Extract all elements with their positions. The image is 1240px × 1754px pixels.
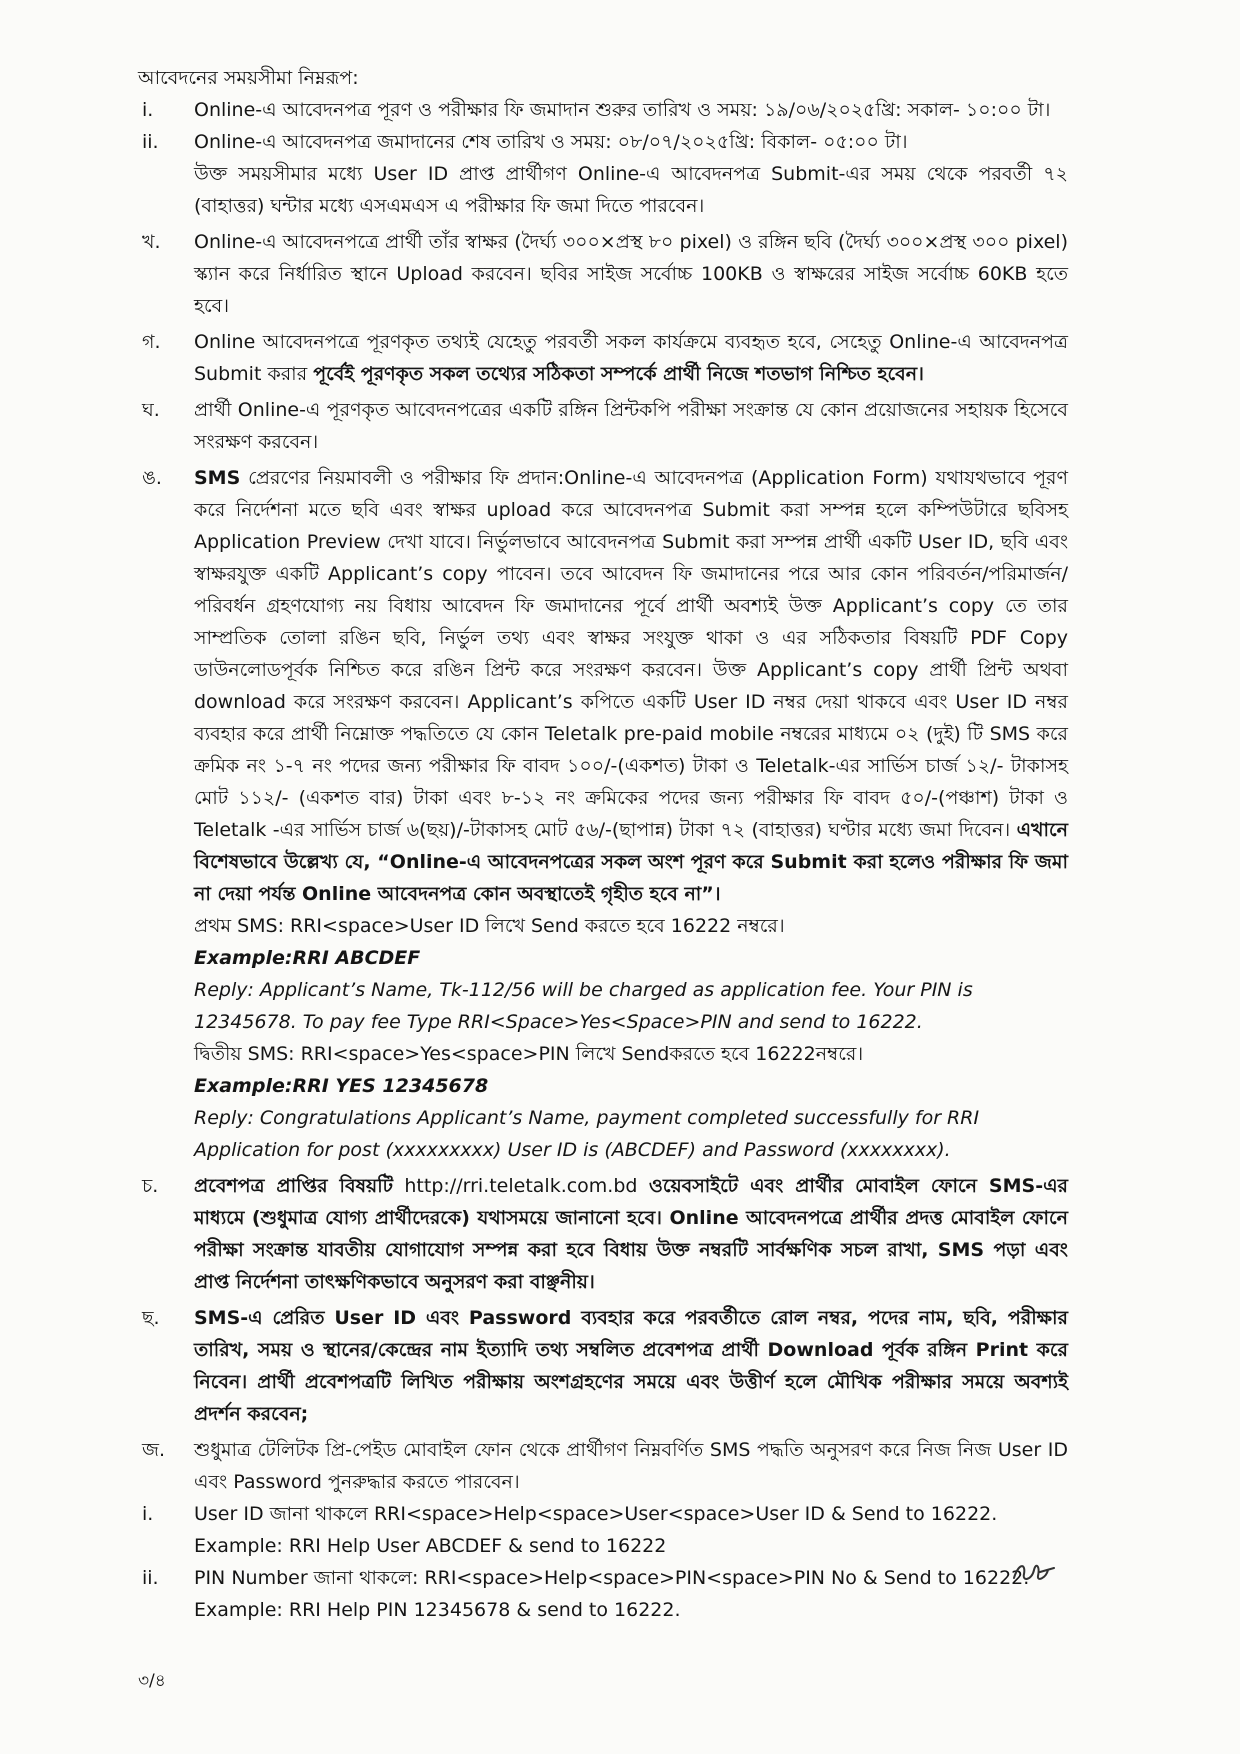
item-kha: [138, 226, 1068, 322]
item-text: Online-এ আবেদনপত্র পূরণ ও পরীক্ষার ফি জমাদান শুরুর তারিখ ও সময়: ১৯/০৬/২০২৫খ্রি: সকাল- ১০:০০ টা।: [194, 99, 1051, 121]
recover-example: Example: RRI Help PIN 12345678 & send to 16222.: [194, 1599, 681, 1621]
item-sms: [138, 462, 1068, 910]
example-2: Example:RRI YES 12345678: [194, 1075, 489, 1097]
item-text-regular: Online আবেদনপত্রে পূরণকৃত তথ্যই যেহেতু পরবর্তী সকল কার্যক্রমে ব্যবহৃত হবে, সেহেতু Online-এ আবেদনপত্র Submit করার: [194, 331, 1068, 385]
item-marker: ii.: [142, 1567, 159, 1589]
page-number: ৩/৪: [138, 1671, 166, 1691]
item-text-bold-head: SMS-এ প্রেরিত User ID এবং Password: [194, 1307, 572, 1329]
first-sms-line: প্রথম SMS: RRI<space>User ID লিখে Send করতে হবে 16222 নম্বরে।: [194, 915, 785, 937]
item-text: উক্ত সময়সীমার মধ্যে User ID প্রাপ্ত প্রার্থীগণ Online-এ আবেদনপত্র Submit-এর সময় থেকে পরবর্তী ৭২ (বাহাত্তর) ঘন্টার মধ্যে এসএমএস এ পরীক্ষার ফি জমা দিতে পারবেন।: [194, 163, 1068, 217]
item-marker: খ.: [142, 231, 161, 253]
recover-pin: [138, 1562, 1068, 1626]
item-ii-note: [138, 158, 1068, 222]
item-i: [138, 94, 1068, 126]
item-marker: ii.: [142, 131, 159, 153]
document-body: [138, 62, 1068, 1626]
item-marker: i.: [142, 1503, 154, 1525]
item-text: [194, 326, 1068, 390]
recover-example: Example: RRI Help User ABCDEF & send to 16222: [194, 1535, 667, 1557]
item-marker: গ.: [142, 331, 161, 353]
reply-2: Reply: Congratulations Applicant’s Name, payment completed successfully for RRI Application for post (xxxxxxxxx) User ID is (ABCDEF) and Password (xxxxxxxx).: [194, 1107, 980, 1161]
reply-1: Reply: Applicant’s Name, Tk-112/56 will be charged as application fee. Your PIN is 12345678. To pay fee Type RRI<Space>Yes<Space>PIN and send to 16222.: [194, 979, 973, 1033]
recover-user-id: [138, 1498, 1068, 1562]
item-text: [194, 1170, 1068, 1298]
sms-bold-note: এখানে বিশেষভাবে উল্লেখ্য যে, “Online-এ আবেদনপত্রের সকল অংশ পূরণ করে Submit করা হলেও পরীক্ষার ফি জমা না দেয়া পর্যন্ত Online আবেদনপত্র কোন অবস্থাতেই গৃহীত হবে না”।: [194, 819, 1068, 905]
item-gha: [138, 394, 1068, 458]
sms-body: প্রেরণের নিয়মাবলী ও পরীক্ষার ফি প্রদান:Online-এ আবেদনপত্র (Application Form) যথাযথভাবে পূরণ করে নির্দেশনা মতে ছবি এবং স্বাক্ষর upload করে আবেদনপত্র Submit করা সম্পন্ন হলে কম্পিউটারে ছবিসহ Application Preview দেখা যাবে। নির্ভুলভাবে আবেদনপত্র Submit করা সম্পন্ন প্রার্থী একটি User ID, ছবি এবং স্বাক্ষরযুক্ত একটি Applicant’s copy পাবেন। তবে আবেদন ফি জমাদানের পরে আর কোন পরিবর্তন/পরিমার্জন/পরিবর্ধন গ্রহণযোগ্য নয় বিধায় আবেদন ফি জমাদানের পূর্বে প্রার্থী অবশ্যই উক্ত Applicant’s copy তে তার সাম্প্রতিক তোলা রঙিন ছবি, নির্ভুল তথ্য এবং স্বাক্ষর সংযুক্ত থাকা ও এর সঠিকতার বিষয়টি PDF Copy ডাউনলোডপূর্বক নিশ্চিত করে রঙিন প্রিন্ট করে সংরক্ষণ করবেন। উক্ত Applicant’s copy প্রার্থী প্রিন্ট অথবা download করে সংরক্ষণ করবেন। Applicant’s কপিতে একটি User ID নম্বর দেয়া থাকবে এবং User ID নম্বর ব্যবহার করে প্রার্থী নিম্নোক্ত পদ্ধতিতে যে কোন Teletalk pre-paid mobile নম্বরের মাধ্যমে ০২ (দুই) টি SMS করে ক্রমিক নং ১-৭ নং পদের জন্য পরীক্ষার ফি বাবদ ১০০/-(একশত) টাকা ও Teletalk-এর সার্ভিস চার্জ ১২/- টাকাসহ মোট ১১২/- (একশত বার) টাকা এবং ৮-১২ নং ক্রমিকের পদের জন্য পরীক্ষার ফি বাবদ ৫০/-(পঞ্চাশ) টাকা ও Teletalk -এর সার্ভিস চার্জ ৬(ছয়)/-টাকাসহ মোট ৫৬/-(ছাপান্ন) টাকা ৭২ (বাহাত্তর) ঘণ্টার মধ্যে জমা দিবেন।: [194, 467, 1068, 841]
example-1: Example:RRI ABCDEF: [194, 947, 421, 969]
recover-instruction: PIN Number জানা থাকলে: RRI<space>Help<space>PIN<space>PIN No & Send to 16222.: [194, 1567, 1030, 1589]
item-marker: জ.: [142, 1439, 166, 1461]
item-marker: ছ.: [142, 1307, 160, 1329]
recover-instruction: User ID জানা থাকলে RRI<space>Help<space>User<space>User ID & Send to 16222.: [194, 1503, 998, 1525]
intro-heading: আবেদনের সময়সীমা নিম্নরূপ:: [138, 67, 359, 89]
item-text-bold-head: প্রবেশপত্র প্রাপ্তির বিষয়টি: [194, 1175, 394, 1197]
sms-lead: SMS: [194, 467, 241, 489]
item-list-1: [138, 94, 1068, 458]
item-chha: [138, 1302, 1068, 1430]
item-text-bold: ওয়েবসাইটে এবং প্রার্থীর মোবাইল ফোনে SMS-এর মাধ্যমে (শুধুমাত্র যোগ্য প্রার্থীদেরকে) যথাসময়ে জানানো হবে। Online আবেদনপত্রে প্রার্থীর প্রদত্ত মোবাইল ফোনে পরীক্ষা সংক্রান্ত যাবতীয় যোগাযোগ সম্পন্ন করা হবে বিধায় উক্ত নম্বরটি সার্বক্ষণিক সচল রাখা, SMS পড়া এবং প্রাপ্ত নির্দেশনা তাৎক্ষণিকভাবে অনুসরণ করা বাঞ্ছনীয়।: [194, 1175, 1068, 1293]
item-ja: [138, 1434, 1068, 1498]
item-text-bold: প্রার্থী প্রবেশপত্রটি লিখিত পরীক্ষায় অংশগ্রহণের সময়ে এবং উত্তীর্ণ হলে মৌখিক পরীক্ষার সময়ে অবশ্যই প্রদর্শন করবেন;: [194, 1371, 1068, 1425]
sms-paragraph: [194, 462, 1068, 910]
item-text: [194, 1302, 1068, 1430]
item-marker: i.: [142, 99, 154, 121]
item-marker: ঘ.: [142, 399, 160, 421]
item-text: Online-এ আবেদনপত্র জমাদানের শেষ তারিখ ও সময়: ০৮/০৭/২০২৫খ্রি: বিকাল- ০৫:০০ টা।: [194, 131, 908, 153]
item-marker: চ.: [142, 1175, 159, 1197]
item-text: Online-এ আবেদনপত্রে প্রার্থী তাঁর স্বাক্ষর (দৈর্ঘ্য ৩০০×প্রস্থ ৮০ pixel) ও রঙ্গিন ছবি (দৈর্ঘ্য ৩০০×প্রস্থ ৩০০ pixel) স্ক্যান করে নির্ধারিত স্থানে Upload করবেন। ছবির সাইজ সর্বোচ্চ 100KB ও স্বাক্ষরের সাইজ সর্বোচ্চ 60KB হতে হবে।: [194, 231, 1068, 317]
item-marker: ঙ.: [142, 467, 162, 489]
item-text: প্রার্থী Online-এ পূরণকৃত আবেদনপত্রের একটি রঙ্গিন প্রিন্টকপি পরীক্ষা সংক্রান্ত যে কোন প্রয়োজনের সহায়ক হিসেবে সংরক্ষণ করবেন।: [194, 399, 1068, 453]
item-text-bold: পূর্বেই পূরণকৃত সকল তথ্যের সঠিকতা সম্পর্কে প্রার্থী নিজে শতভাগ নিশ্চিত হবেন।: [313, 363, 924, 385]
item-cha: [138, 1170, 1068, 1298]
item-ga: [138, 326, 1068, 390]
signature-icon: [1010, 1556, 1058, 1588]
item-ii: [138, 126, 1068, 158]
website-link-text: http://rri.teletalk.com.bd: [393, 1175, 649, 1197]
second-sms-line: দ্বিতীয় SMS: RRI<space>Yes<space>PIN লিখে Sendকরতে হবে 16222নম্বরে।: [194, 1043, 864, 1065]
item-text-regular: ব্যবহার করে পরবর্তীতে রোল নম্বর, পদের নাম, ছবি, পরীক্ষার তারিখ, সময় ও স্থানের/কেন্দ্রের নাম ইত্যাদি তথ্য সম্বলিত প্রবেশপত্র প্রার্থী Download পূর্বক রঙ্গিন Print করে নিবেন।: [194, 1307, 1068, 1393]
item-text: শুধুমাত্র টেলিটক প্রি-পেইড মোবাইল ফোন থেকে প্রার্থীগণ নিম্নবর্ণিত SMS পদ্ধতি অনুসরণ করে নিজ নিজ User ID এবং Password পুনরুদ্ধার করতে পারবেন।: [194, 1439, 1068, 1493]
